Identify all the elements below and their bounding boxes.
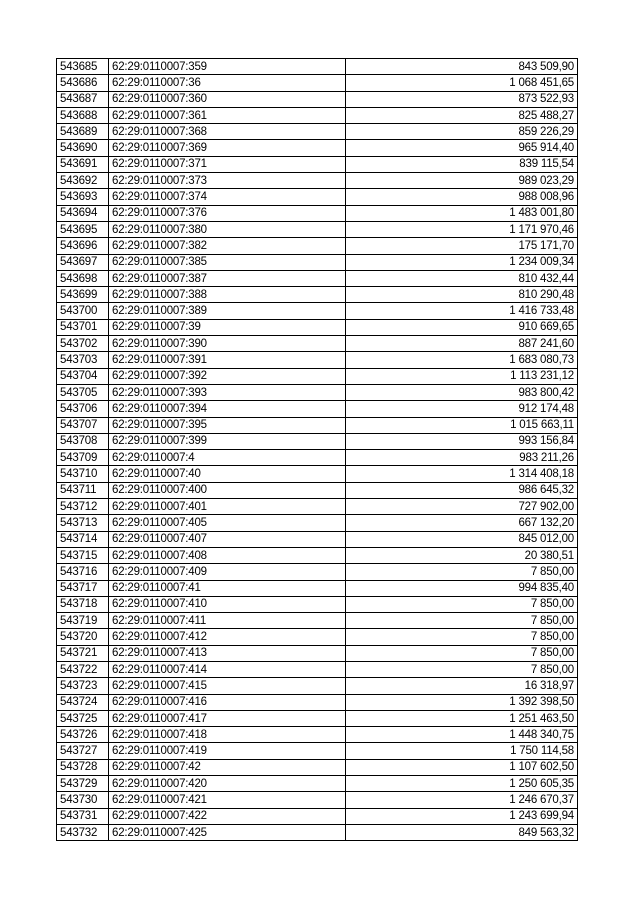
table-row	[57, 107, 578, 123]
cadastral-number-cell: 62:29:0110007:411	[109, 613, 346, 629]
cadastral-value-cell: 843 509,90	[346, 59, 578, 75]
table-row	[57, 319, 578, 335]
table-row	[57, 303, 578, 319]
cadastral-value-cell: 845 012,00	[346, 531, 578, 547]
row-id-cell: 543728	[57, 759, 109, 775]
cadastral-value-cell: 912 174,48	[346, 401, 578, 417]
cadastral-number-cell: 62:29:0110007:391	[109, 352, 346, 368]
table-row	[57, 792, 578, 808]
table-row	[57, 124, 578, 140]
cadastral-value-cell: 859 226,29	[346, 124, 578, 140]
row-id-cell: 543685	[57, 59, 109, 75]
table-row	[57, 564, 578, 580]
cadastral-value-cell: 175 171,70	[346, 238, 578, 254]
cadastral-value-cell: 1 683 080,73	[346, 352, 578, 368]
cadastral-number-cell: 62:29:0110007:420	[109, 776, 346, 792]
row-id-cell: 543699	[57, 287, 109, 303]
table-row	[57, 91, 578, 107]
table-row	[57, 417, 578, 433]
cadastral-value-cell: 1 243 699,94	[346, 808, 578, 824]
row-id-cell: 543710	[57, 466, 109, 482]
row-id-cell: 543715	[57, 547, 109, 563]
cadastral-number-cell: 62:29:0110007:387	[109, 270, 346, 286]
cadastral-number-cell: 62:29:0110007:376	[109, 205, 346, 221]
row-id-cell: 543695	[57, 221, 109, 237]
cadastral-value-cell: 1 392 398,50	[346, 694, 578, 710]
table-row	[57, 694, 578, 710]
cadastral-number-cell: 62:29:0110007:419	[109, 743, 346, 759]
row-id-cell: 543689	[57, 124, 109, 140]
row-id-cell: 543700	[57, 303, 109, 319]
row-id-cell: 543693	[57, 189, 109, 205]
row-id-cell: 543702	[57, 336, 109, 352]
row-id-cell: 543686	[57, 75, 109, 91]
table-row	[57, 743, 578, 759]
table-body	[57, 59, 578, 841]
cadastral-value-cell: 1 234 009,34	[346, 254, 578, 270]
row-id-cell: 543714	[57, 531, 109, 547]
cadastral-number-cell: 62:29:0110007:408	[109, 547, 346, 563]
cadastral-value-table	[56, 58, 578, 841]
cadastral-number-cell: 62:29:0110007:390	[109, 336, 346, 352]
cadastral-number-cell: 62:29:0110007:417	[109, 710, 346, 726]
cadastral-number-cell: 62:29:0110007:414	[109, 661, 346, 677]
row-id-cell: 543687	[57, 91, 109, 107]
row-id-cell: 543713	[57, 515, 109, 531]
cadastral-value-cell: 1 251 463,50	[346, 710, 578, 726]
row-id-cell: 543725	[57, 710, 109, 726]
cadastral-number-cell: 62:29:0110007:412	[109, 629, 346, 645]
cadastral-number-cell: 62:29:0110007:36	[109, 75, 346, 91]
row-id-cell: 543698	[57, 270, 109, 286]
row-id-cell: 543701	[57, 319, 109, 335]
cadastral-value-cell: 7 850,00	[346, 596, 578, 612]
cadastral-number-cell: 62:29:0110007:405	[109, 515, 346, 531]
cadastral-value-cell: 7 850,00	[346, 661, 578, 677]
row-id-cell: 543722	[57, 661, 109, 677]
table-row	[57, 384, 578, 400]
table-row	[57, 482, 578, 498]
cadastral-number-cell: 62:29:0110007:371	[109, 156, 346, 172]
cadastral-number-cell: 62:29:0110007:410	[109, 596, 346, 612]
cadastral-number-cell: 62:29:0110007:413	[109, 645, 346, 661]
cadastral-value-cell: 1 483 001,80	[346, 205, 578, 221]
cadastral-number-cell: 62:29:0110007:418	[109, 727, 346, 743]
table-row	[57, 776, 578, 792]
table-row	[57, 401, 578, 417]
table-row	[57, 221, 578, 237]
cadastral-value-cell: 1 246 670,37	[346, 792, 578, 808]
cadastral-number-cell: 62:29:0110007:380	[109, 221, 346, 237]
cadastral-number-cell: 62:29:0110007:385	[109, 254, 346, 270]
cadastral-value-cell: 7 850,00	[346, 645, 578, 661]
cadastral-number-cell: 62:29:0110007:425	[109, 824, 346, 840]
cadastral-value-cell: 1 448 340,75	[346, 727, 578, 743]
table-row	[57, 238, 578, 254]
row-id-cell: 543709	[57, 450, 109, 466]
row-id-cell: 543692	[57, 173, 109, 189]
table-row	[57, 808, 578, 824]
cadastral-value-cell: 727 902,00	[346, 499, 578, 515]
cadastral-number-cell: 62:29:0110007:395	[109, 417, 346, 433]
cadastral-value-cell: 983 211,26	[346, 450, 578, 466]
table-row	[57, 531, 578, 547]
table-row	[57, 645, 578, 661]
cadastral-number-cell: 62:29:0110007:400	[109, 482, 346, 498]
table-row	[57, 613, 578, 629]
cadastral-value-cell: 887 241,60	[346, 336, 578, 352]
cadastral-number-cell: 62:29:0110007:374	[109, 189, 346, 205]
cadastral-number-cell: 62:29:0110007:422	[109, 808, 346, 824]
table-row	[57, 75, 578, 91]
table-row	[57, 727, 578, 743]
table-row	[57, 173, 578, 189]
cadastral-value-cell: 1 416 733,48	[346, 303, 578, 319]
cadastral-value-cell: 910 669,65	[346, 319, 578, 335]
cadastral-value-cell: 7 850,00	[346, 629, 578, 645]
row-id-cell: 543720	[57, 629, 109, 645]
cadastral-value-cell: 1 171 970,46	[346, 221, 578, 237]
cadastral-number-cell: 62:29:0110007:42	[109, 759, 346, 775]
cadastral-value-cell: 986 645,32	[346, 482, 578, 498]
row-id-cell: 543696	[57, 238, 109, 254]
row-id-cell: 543716	[57, 564, 109, 580]
cadastral-value-cell: 7 850,00	[346, 564, 578, 580]
cadastral-number-cell: 62:29:0110007:368	[109, 124, 346, 140]
table-row	[57, 254, 578, 270]
cadastral-value-cell: 983 800,42	[346, 384, 578, 400]
cadastral-value-cell: 839 115,54	[346, 156, 578, 172]
row-id-cell: 543717	[57, 580, 109, 596]
row-id-cell: 543691	[57, 156, 109, 172]
cadastral-number-cell: 62:29:0110007:39	[109, 319, 346, 335]
cadastral-number-cell: 62:29:0110007:409	[109, 564, 346, 580]
cadastral-value-cell: 993 156,84	[346, 433, 578, 449]
table-row	[57, 450, 578, 466]
table-row	[57, 336, 578, 352]
cadastral-value-cell: 988 008,96	[346, 189, 578, 205]
table-row	[57, 205, 578, 221]
row-id-cell: 543732	[57, 824, 109, 840]
row-id-cell: 543707	[57, 417, 109, 433]
table-row	[57, 515, 578, 531]
cadastral-value-cell: 873 522,93	[346, 91, 578, 107]
row-id-cell: 543694	[57, 205, 109, 221]
table-row	[57, 466, 578, 482]
table-row	[57, 287, 578, 303]
cadastral-number-cell: 62:29:0110007:4	[109, 450, 346, 466]
table-row	[57, 140, 578, 156]
row-id-cell: 543724	[57, 694, 109, 710]
cadastral-number-cell: 62:29:0110007:360	[109, 91, 346, 107]
cadastral-number-cell: 62:29:0110007:369	[109, 140, 346, 156]
row-id-cell: 543723	[57, 678, 109, 694]
table-row	[57, 580, 578, 596]
table-row	[57, 368, 578, 384]
cadastral-value-cell: 1 250 605,35	[346, 776, 578, 792]
table-row	[57, 352, 578, 368]
cadastral-value-cell: 1 750 114,58	[346, 743, 578, 759]
row-id-cell: 543704	[57, 368, 109, 384]
table-row	[57, 270, 578, 286]
table-row	[57, 547, 578, 563]
cadastral-number-cell: 62:29:0110007:416	[109, 694, 346, 710]
cadastral-number-cell: 62:29:0110007:401	[109, 499, 346, 515]
cadastral-value-cell: 1 113 231,12	[346, 368, 578, 384]
table-row	[57, 156, 578, 172]
cadastral-number-cell: 62:29:0110007:41	[109, 580, 346, 596]
row-id-cell: 543726	[57, 727, 109, 743]
cadastral-value-cell: 825 488,27	[346, 107, 578, 123]
table-row	[57, 661, 578, 677]
cadastral-value-cell: 1 314 408,18	[346, 466, 578, 482]
cadastral-number-cell: 62:29:0110007:389	[109, 303, 346, 319]
row-id-cell: 543708	[57, 433, 109, 449]
cadastral-value-cell: 7 850,00	[346, 613, 578, 629]
cadastral-value-cell: 667 132,20	[346, 515, 578, 531]
cadastral-value-cell: 810 290,48	[346, 287, 578, 303]
table-row	[57, 759, 578, 775]
cadastral-number-cell: 62:29:0110007:392	[109, 368, 346, 384]
row-id-cell: 543730	[57, 792, 109, 808]
cadastral-value-cell: 1 068 451,65	[346, 75, 578, 91]
row-id-cell: 543718	[57, 596, 109, 612]
cadastral-number-cell: 62:29:0110007:361	[109, 107, 346, 123]
cadastral-number-cell: 62:29:0110007:40	[109, 466, 346, 482]
row-id-cell: 543706	[57, 401, 109, 417]
table-row	[57, 596, 578, 612]
row-id-cell: 543712	[57, 499, 109, 515]
table-row	[57, 433, 578, 449]
cadastral-value-cell: 20 380,51	[346, 547, 578, 563]
cadastral-value-cell: 965 914,40	[346, 140, 578, 156]
cadastral-number-cell: 62:29:0110007:388	[109, 287, 346, 303]
cadastral-value-cell: 16 318,97	[346, 678, 578, 694]
table-row	[57, 710, 578, 726]
table-row	[57, 59, 578, 75]
row-id-cell: 543697	[57, 254, 109, 270]
cadastral-value-cell: 994 835,40	[346, 580, 578, 596]
row-id-cell: 543688	[57, 107, 109, 123]
table-row	[57, 629, 578, 645]
cadastral-value-cell: 810 432,44	[346, 270, 578, 286]
row-id-cell: 543731	[57, 808, 109, 824]
cadastral-number-cell: 62:29:0110007:415	[109, 678, 346, 694]
cadastral-number-cell: 62:29:0110007:382	[109, 238, 346, 254]
table-row	[57, 824, 578, 840]
cadastral-value-cell: 849 563,32	[346, 824, 578, 840]
table-row	[57, 189, 578, 205]
cadastral-value-cell: 1 107 602,50	[346, 759, 578, 775]
cadastral-number-cell: 62:29:0110007:421	[109, 792, 346, 808]
row-id-cell: 543721	[57, 645, 109, 661]
cadastral-value-cell: 989 023,29	[346, 173, 578, 189]
row-id-cell: 543711	[57, 482, 109, 498]
cadastral-number-cell: 62:29:0110007:399	[109, 433, 346, 449]
cadastral-number-cell: 62:29:0110007:394	[109, 401, 346, 417]
table-row	[57, 499, 578, 515]
row-id-cell: 543690	[57, 140, 109, 156]
row-id-cell: 543727	[57, 743, 109, 759]
cadastral-number-cell: 62:29:0110007:393	[109, 384, 346, 400]
table-row	[57, 678, 578, 694]
cadastral-number-cell: 62:29:0110007:407	[109, 531, 346, 547]
row-id-cell: 543729	[57, 776, 109, 792]
row-id-cell: 543705	[57, 384, 109, 400]
row-id-cell: 543703	[57, 352, 109, 368]
cadastral-number-cell: 62:29:0110007:373	[109, 173, 346, 189]
cadastral-number-cell: 62:29:0110007:359	[109, 59, 346, 75]
row-id-cell: 543719	[57, 613, 109, 629]
cadastral-value-cell: 1 015 663,11	[346, 417, 578, 433]
